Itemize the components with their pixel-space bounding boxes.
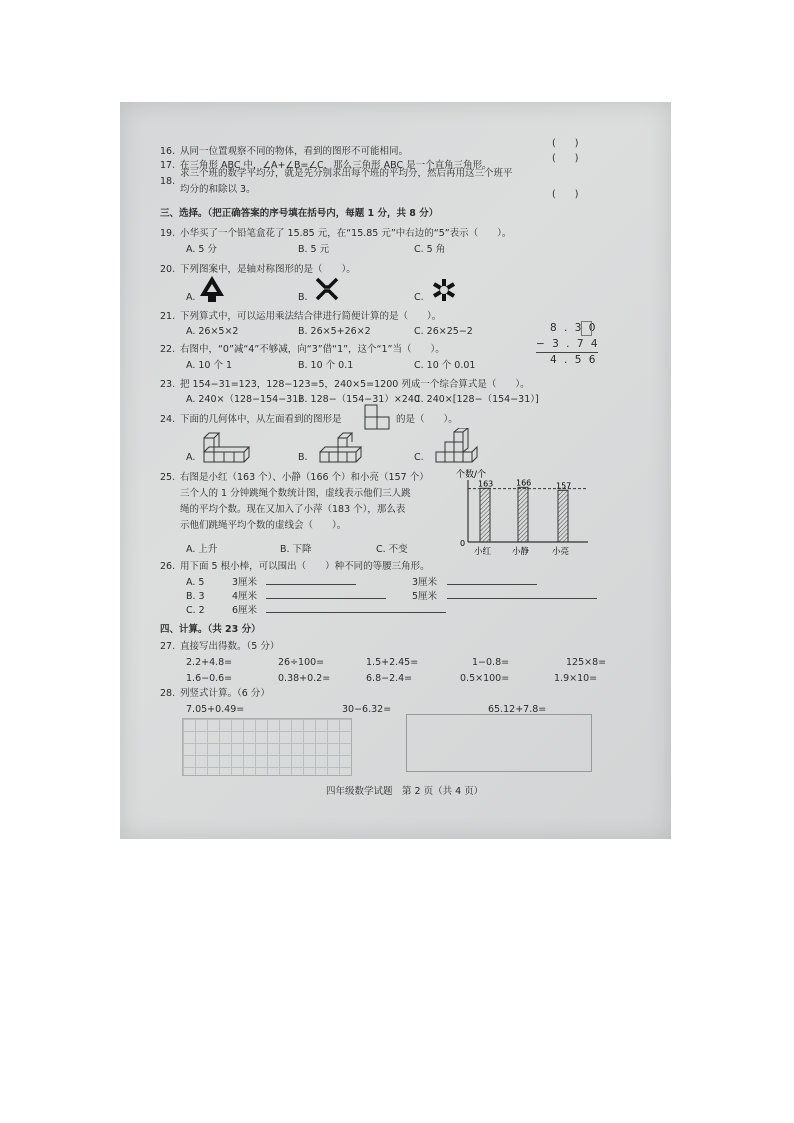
page-footer: 四年级数学试题 第 2 页（共 4 页） <box>326 786 484 797</box>
stick-label-3: 6厘米 <box>232 605 258 616</box>
q21-option-b: B. 26×5+26×2 <box>298 326 371 337</box>
q28-number: 28. <box>160 688 176 699</box>
chart-category-label-3: 小亮 <box>552 547 570 557</box>
chart-category-label-2: 小静 <box>512 547 530 557</box>
q20-option-a: A. <box>186 292 196 303</box>
section3-title: 三、选择。（把正确答案的序号填在括号内，每题 1 分，共 8 分） <box>160 208 439 219</box>
chart-bar-3 <box>558 490 568 542</box>
q16-number: 16. <box>160 146 176 157</box>
vertical-subtraction-line <box>536 352 598 353</box>
vertical-subtraction-box <box>581 321 592 336</box>
q26-number: 26. <box>160 561 176 572</box>
stick-2 <box>266 598 386 599</box>
q20-option-b: B. <box>298 292 308 303</box>
q18-number: 18. <box>160 176 176 187</box>
stick-label-5: 5厘米 <box>412 591 438 602</box>
q25-option-c: C. 不变 <box>376 544 408 555</box>
q21-number: 21. <box>160 311 176 322</box>
q24-text-a: 下面的几何体中，从左面看到的图形是 <box>180 414 342 425</box>
q19-text: 小华买了一个铅笔盒花了 15.85 元，在“15.85 元”中右边的“5”表示（ ）。 <box>180 228 512 239</box>
q22-option-c: C. 10 个 0.01 <box>414 360 476 371</box>
q23-option-b: B. 128−（154−31）×240 <box>298 394 420 405</box>
q22-option-b: B. 10 个 0.1 <box>298 360 354 371</box>
stick-label-1: 3厘米 <box>232 577 258 588</box>
q18-line1: 求三个班的数学平均分，就是先分别求出每个班的平均分，然后再用这三个班平 <box>180 168 513 179</box>
q28-work-box <box>406 714 592 772</box>
q21-option-c: C. 26×25−2 <box>414 326 473 337</box>
stick-1 <box>266 584 356 585</box>
chart-value-label-2: 166 <box>516 478 532 488</box>
vertical-subtraction-row3: 4 . 5 6 <box>550 354 598 366</box>
chart-category-label-1: 小红 <box>474 547 492 557</box>
q22-text: 右图中，“0”减“4”不够减，向“3”借“1”，这个“1”当（ ）。 <box>180 344 445 355</box>
q20-figure-b-icon <box>314 276 340 302</box>
q23-option-a: A. 240×（128−154−31） <box>186 394 308 405</box>
chart-origin-label: 0 <box>460 539 466 548</box>
q23-text: 把 154−31=123，128−123=5，240×5=1200 列成一个综合算式是（ ）。 <box>180 379 530 390</box>
q27-r2-c5: 1.9×10= <box>554 673 598 684</box>
q20-figure-c-icon <box>430 276 458 304</box>
q27-r2-c1: 1.6−0.6= <box>186 673 233 684</box>
chart-ylabel: 个数/个 <box>456 470 487 480</box>
q27-r1-c4: 1−0.8= <box>472 657 510 668</box>
q27-r1-c2: 26÷100= <box>278 657 325 668</box>
q19-option-b: B. 5 元 <box>298 244 330 255</box>
jump-rope-bar-chart <box>456 466 596 558</box>
chart-bar-1 <box>480 488 490 542</box>
q23-number: 23. <box>160 379 176 390</box>
q28-item-1: 7.05+0.49= <box>186 704 245 715</box>
q20-text: 下列图案中，是轴对称图形的是（ ）。 <box>180 264 356 275</box>
q20-number: 20. <box>160 264 176 275</box>
scanned-exam-page <box>120 102 671 839</box>
q27-r2-c3: 6.8−2.4= <box>366 673 413 684</box>
q27-r1-c3: 1.5+2.45= <box>366 657 419 668</box>
q24-text-b: 的是（ ）。 <box>396 414 458 425</box>
q28-text: 列竖式计算。（6 分） <box>180 688 270 699</box>
q22-number: 22. <box>160 344 176 355</box>
q25-option-b: B. 下降 <box>280 544 312 555</box>
q23-option-c: C. 240×[128−（154−31）] <box>414 394 539 405</box>
q20-figure-a-icon <box>198 274 226 304</box>
q19-option-c: C. 5 角 <box>414 244 446 255</box>
q24-option-b: B. <box>298 452 308 463</box>
stick-4 <box>447 584 537 585</box>
q24-option-a: A. <box>186 452 196 463</box>
stick-label-2: 4厘米 <box>232 591 258 602</box>
vertical-subtraction-row1: 8 . 3 0 <box>550 322 598 334</box>
q26-option-c: C. 2 <box>186 605 205 616</box>
q24-left-view-icon <box>364 404 392 432</box>
q19-option-a: A. 5 分 <box>186 244 217 255</box>
q28-item-2: 30−6.32= <box>342 704 392 715</box>
q18-line2: 均分的和除以 3。 <box>180 184 256 195</box>
q26-text: 用下面 5 根小棒，可以围出（ ）种不同的等腰三角形。 <box>180 561 430 572</box>
q27-text: 直接写出得数。（5 分） <box>180 641 280 652</box>
chart-bar-2 <box>518 487 528 542</box>
q20-option-c: C. <box>414 292 424 303</box>
q24-option-c: C. <box>414 452 424 463</box>
q25-line2: 三个人的 1 分钟跳绳个数统计图，虚线表示他们三人跳 <box>180 488 411 499</box>
stick-5 <box>447 598 597 599</box>
q24-solid-a-icon <box>200 430 250 464</box>
q25-option-a: A. 上升 <box>186 544 218 555</box>
q25-line1: 右图是小红（163 个）、小静（166 个）和小亮（157 个） <box>180 472 429 483</box>
q24-number: 24. <box>160 414 176 425</box>
q27-number: 27. <box>160 641 176 652</box>
q16-text: 从同一位置观察不同的物体，看到的图形不可能相同。 <box>180 146 409 157</box>
stick-label-4: 3厘米 <box>412 577 438 588</box>
q17-text: 在三角形 ABC 中，∠A+∠B=∠C，那么三角形 ABC 是一个直角三角形。 <box>180 160 492 171</box>
q24-solid-b-icon <box>316 430 366 464</box>
q24-solid-c-icon <box>432 428 482 464</box>
q17-number: 17. <box>160 160 176 171</box>
q27-r2-c2: 0.38+0.2= <box>278 673 331 684</box>
q26-option-b: B. 3 <box>186 591 205 602</box>
q16-answer-paren: ( ) <box>552 138 579 149</box>
q21-text: 下列算式中，可以运用乘法结合律进行简便计算的是（ ）。 <box>180 311 442 322</box>
chart-value-label-1: 163 <box>478 479 494 489</box>
q17-answer-paren: ( ) <box>552 153 579 164</box>
q27-r1-c5: 125×8= <box>566 657 607 668</box>
chart-value-label-3: 157 <box>556 481 572 491</box>
q25-line4: 示他们跳绳平均个数的虚线会（ ）。 <box>180 520 347 531</box>
q26-option-a: A. 5 <box>186 577 205 588</box>
q18-answer-paren: ( ) <box>552 189 579 200</box>
stick-3 <box>266 612 446 613</box>
section4-title: 四、计算。（共 23 分） <box>160 624 261 635</box>
q28-item-3: 65.12+7.8= <box>488 704 547 715</box>
q27-r1-c1: 2.2+4.8= <box>186 657 233 668</box>
q25-line3: 绳的平均个数。现在又加入了小萍（183 个），那么表 <box>180 504 406 515</box>
vertical-subtraction-row2: − 3 . 7 4 <box>536 338 600 350</box>
q19-number: 19. <box>160 228 176 239</box>
q25-number: 25. <box>160 472 176 483</box>
q27-r2-c4: 0.5×100= <box>460 673 510 684</box>
q28-work-grid <box>182 718 352 776</box>
q21-option-a: A. 26×5×2 <box>186 326 239 337</box>
q22-option-a: A. 10 个 1 <box>186 360 233 371</box>
